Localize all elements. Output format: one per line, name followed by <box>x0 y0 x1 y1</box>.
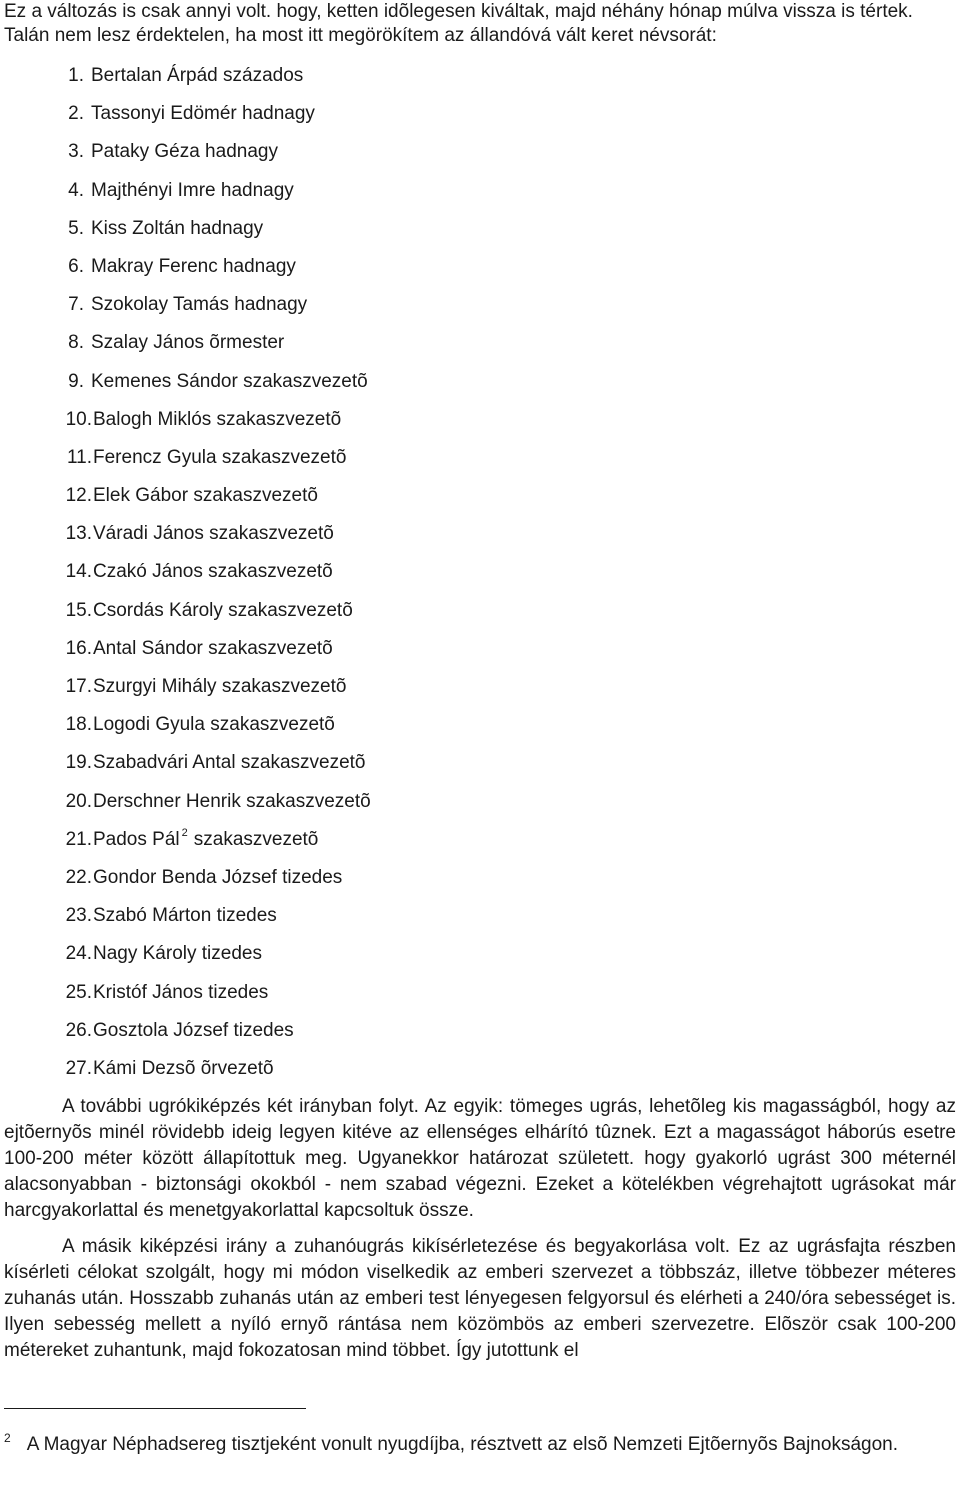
item-name: Antal Sándor szakaszvezetõ <box>93 637 333 659</box>
paragraph-indent <box>4 1236 62 1257</box>
footnote-mark: 2 <box>4 1431 11 1445</box>
item-number: 24. <box>65 943 92 965</box>
item-name: Derschner Henrik szakaszvezetõ <box>93 790 371 812</box>
item-name: Elek Gábor szakaszvezetõ <box>93 485 318 507</box>
list-item <box>0 828 371 866</box>
item-number: 1. <box>68 65 84 86</box>
list-item <box>0 217 371 255</box>
list-item <box>0 904 371 942</box>
list-item <box>0 1019 371 1057</box>
list-item <box>0 446 371 484</box>
intro-paragraph: Ez a változás is csak annyi volt. hogy, ketten idõlegesen kiváltak, majd néhány hónap múlva vissza is tértek. Talán nem lesz érdektelen, ha most itt megörökítem az állandóvá vált keret névsorát: <box>4 1 913 46</box>
item-number: 16. <box>65 637 92 659</box>
item-name: Szabó Márton tizedes <box>93 905 277 927</box>
item-name: Szurgyi Mihály szakaszvezetõ <box>93 676 347 697</box>
list-item <box>0 140 371 178</box>
item-name: Nagy Károly tizedes <box>93 943 262 965</box>
item-number: 8. <box>68 332 84 354</box>
item-number: 18. <box>65 714 92 736</box>
list-item <box>0 179 371 217</box>
list-item <box>0 713 371 751</box>
list-item <box>0 64 371 102</box>
item-number: 10. <box>65 408 92 430</box>
roster-list <box>0 64 371 1095</box>
item-number: 15. <box>65 599 92 621</box>
list-item <box>0 981 371 1019</box>
list-item <box>0 255 371 293</box>
item-name: Gosztola József tizedes <box>93 1019 294 1041</box>
item-name: Gondor Benda József tizedes <box>93 866 343 888</box>
item-name: Majthényi Imre hadnagy <box>91 179 294 201</box>
item-name: Váradi János szakaszvezetõ <box>93 523 334 545</box>
item-name: Kristóf János tizedes <box>93 981 269 1003</box>
item-rank-text: szakaszvezetõ <box>193 828 319 850</box>
item-name: Kiss Zoltán hadnagy <box>91 217 264 239</box>
list-item <box>0 866 371 904</box>
item-number: 25. <box>65 981 92 1003</box>
footnote-divider <box>4 1408 306 1409</box>
item-name: Balogh Miklós szakaszvezetõ <box>93 408 342 430</box>
item-number: 13. <box>65 523 92 545</box>
list-item <box>0 370 371 408</box>
body-paragraph-text: A további ugrókiképzés két irányban folyt. Az egyik: tömeges ugrás, lehetõleg kis magasságból, hogy az ejtõernyõs minél rövidebb ideig legyen kitéve az ellenséges elhárító tûznek. Ezt a magasságot háborús esetre 100-200 méter között állapítottuk meg. Ugyanekkor határozat született. hogy gyakorló ugrást 300 méternél alacsonyabban - biztonsági okokból - nem szabad végezni. Ezeket a kötelékben végrehajtott ugrásokat már harcgyakorlattal és menetgyakorlattal kapcsoltuk össze. <box>4 1096 956 1221</box>
item-name: Czakó János szakaszvezetõ <box>93 561 333 583</box>
item-name: Pataky Géza hadnagy <box>91 141 278 163</box>
item-number: 20. <box>65 790 92 812</box>
item-name: Logodi Gyula szakaszvezetõ <box>93 714 335 736</box>
item-name: Kemenes Sándor szakaszvezetõ <box>91 370 368 392</box>
list-item <box>0 790 371 828</box>
item-name: Szokolay Tamás hadnagy <box>91 294 308 316</box>
item-name: Kámi Dezsõ õrvezetõ <box>93 1057 274 1079</box>
list-item <box>0 484 371 522</box>
item-name: Csordás Károly szakaszvezetõ <box>93 599 353 621</box>
item-number: 3. <box>68 141 84 163</box>
item-name <box>92 828 318 866</box>
item-number: 17. <box>65 676 92 697</box>
item-name: Tassonyi Edömér hadnagy <box>91 103 315 125</box>
list-item <box>0 675 371 713</box>
item-number: 12. <box>65 485 92 507</box>
list-item <box>0 599 371 637</box>
item-number: 21. <box>65 828 92 850</box>
item-name: Bertalan Árpád százados <box>91 65 304 86</box>
item-number: 27. <box>65 1057 92 1079</box>
list-item <box>0 102 371 140</box>
list-item <box>0 331 371 369</box>
item-number: 4. <box>68 179 84 201</box>
list-item <box>0 560 371 598</box>
list-item <box>0 751 371 789</box>
footnote <box>4 1432 956 1458</box>
item-name: Szabadvári Antal szakaszvezetõ <box>93 752 366 774</box>
body-paragraph <box>4 1234 956 1364</box>
item-name-text: Pados Pál <box>93 828 180 850</box>
footnote-text: A Magyar Néphadsereg tisztjeként vonult nyugdíjba, résztvett az elsõ Nemzeti Ejtõernyõs Bajnokságon. <box>26 1434 898 1455</box>
item-number: 9. <box>68 370 84 392</box>
item-number: 26. <box>65 1019 92 1041</box>
item-number: 22. <box>65 866 92 888</box>
item-number: 6. <box>68 255 84 277</box>
list-item <box>0 942 371 980</box>
body-paragraph <box>4 1094 956 1224</box>
item-name: Ferencz Gyula szakaszvezetõ <box>93 446 347 468</box>
item-name: Makray Ferenc hadnagy <box>91 255 296 277</box>
list-item <box>0 293 371 331</box>
item-number: 5. <box>68 217 84 239</box>
paragraph-indent <box>4 1096 62 1117</box>
item-number: 2. <box>68 103 84 125</box>
body-paragraph-text: A másik kiképzési irány a zuhanóugrás kikísérletezése és begyakorlása volt. Ez az ugrásfajta részben kísérleti célokat szolgált, hogy mi módon viselkedik az emberi szervezet a többszáz, illetve többezer méteres zuhanás után. Hosszabb zuhanás után az emberi test lényegesen felgyorsul és elérheti a 240/óra sebességet is. Ilyen sebesség mellett a nyíló ernyõ rántása nem közömbös az emberi szervezetre. Elõször csak 100-200 métereket zuhantunk, majd fokozatosan mind többet. Így jutottunk el <box>4 1236 956 1361</box>
item-number: 11. <box>66 446 92 468</box>
list-item <box>0 522 371 560</box>
item-number: 7. <box>68 294 84 316</box>
item-number: 23. <box>65 905 92 927</box>
footnote-reference: 2 <box>181 826 188 839</box>
list-item <box>0 637 371 675</box>
item-number: 14. <box>65 561 92 583</box>
item-name: Szalay János õrmester <box>91 332 285 354</box>
list-item <box>0 1057 371 1095</box>
list-item <box>0 408 371 446</box>
item-number: 19. <box>65 752 92 774</box>
